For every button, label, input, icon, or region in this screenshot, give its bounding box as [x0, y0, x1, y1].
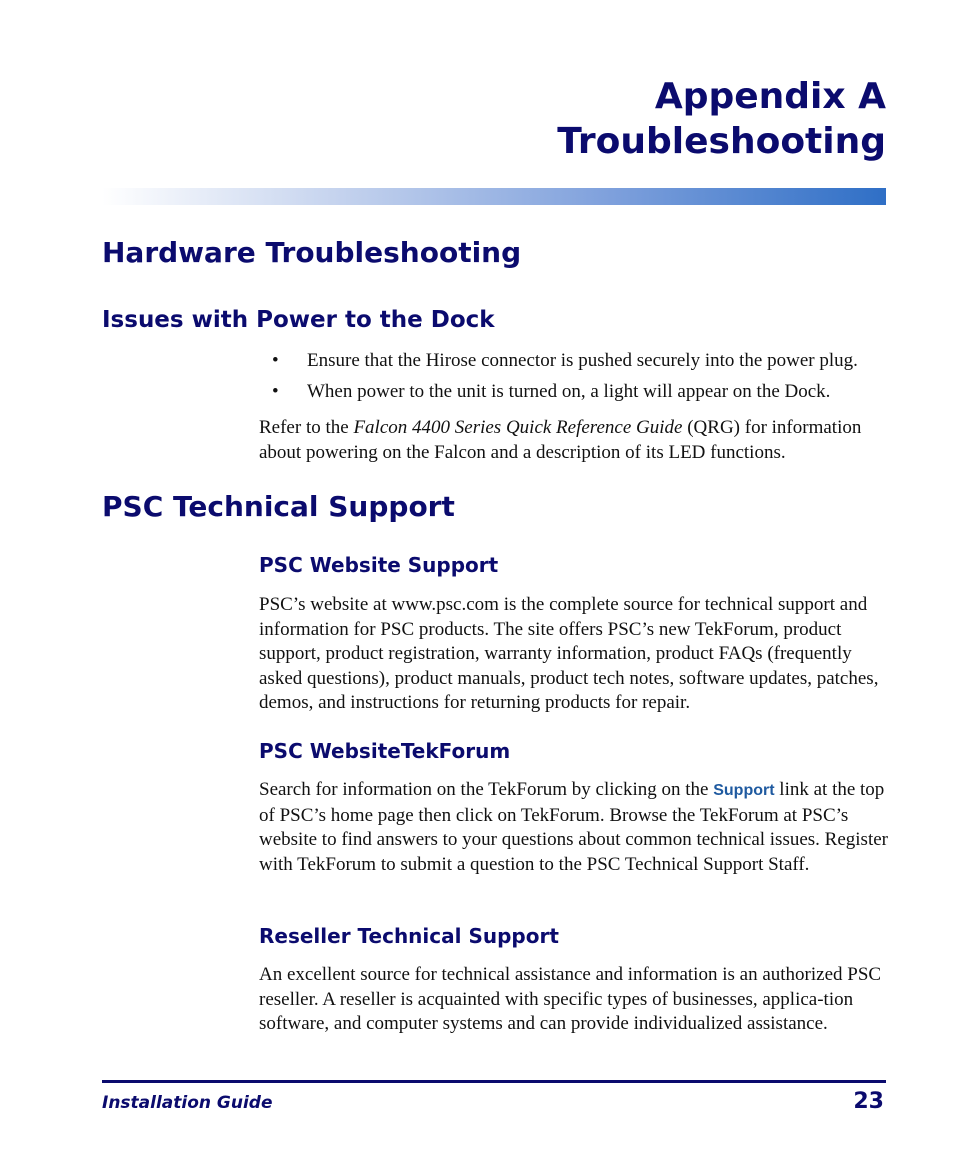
power-bullet-list [272, 348, 912, 410]
qrg-ref-after: (QRG) for information about powering on the Falcon and a description of its LED functions. [259, 417, 862, 463]
footer-rule [102, 1080, 886, 1083]
list-item [272, 348, 912, 373]
title-gradient-bar [102, 188, 886, 205]
qrg-reference-paragraph [259, 416, 889, 465]
heading-reseller-support: Reseller Technical Support [259, 924, 559, 948]
website-support-paragraph: PSC’s website at www.psc.com is the complete source for technical support and information for PSC products. The site offers PSC’s new TekForum, product support, product registration, warranty information, product FAQs (frequently asked questions), product manuals, product tech notes, software updates, patches, demos, and instructions for returning products for repair. [259, 594, 879, 714]
bullet-text: Ensure that the Hirose connector is pushed securely into the power plug. [307, 350, 858, 371]
heading-website-support: PSC Website Support [259, 553, 499, 577]
reseller-paragraph: An excellent source for technical assistance and information is an authorized PSC reseller. A reseller is acquainted with specific types of businesses, applica-tion software, and computer systems and can provide individualized assistance. [259, 964, 882, 1035]
chapter-title-line1: Appendix A [654, 76, 886, 117]
heading-power-to-dock: Issues with Power to the Dock [102, 307, 495, 333]
heading-psc-technical-support: PSC Technical Support [102, 490, 455, 523]
tekforum-before: Search for information on the TekForum by clicking on the [259, 779, 714, 800]
page-number: 23 [853, 1089, 884, 1114]
qrg-ref-before: Refer to the [259, 417, 354, 438]
bullet-icon: • [272, 350, 279, 371]
chapter-title-line2: Troubleshooting [557, 121, 886, 162]
footer-guide-title: Installation Guide [102, 1093, 273, 1113]
list-item [272, 379, 912, 404]
bullet-text: When power to the unit is turned on, a light will appear on the Dock. [307, 381, 831, 402]
tekforum-paragraph [259, 778, 889, 877]
chapter-title [557, 74, 886, 164]
bullet-icon: • [272, 381, 279, 402]
heading-hardware-troubleshooting: Hardware Troubleshooting [102, 236, 522, 269]
tekforum-after: link at the top of PSC’s home page then click on TekForum. Browse the TekForum at PSC’s website to find answers to your questions about common technical issues. Register with TekForum to submit a question to the PSC Technical Support Staff. [259, 779, 888, 875]
qrg-ref-title: Falcon 4400 Series Quick Reference Guide [353, 417, 683, 438]
heading-tekforum: PSC WebsiteTekForum [259, 739, 511, 763]
support-link[interactable]: Support [713, 782, 775, 799]
